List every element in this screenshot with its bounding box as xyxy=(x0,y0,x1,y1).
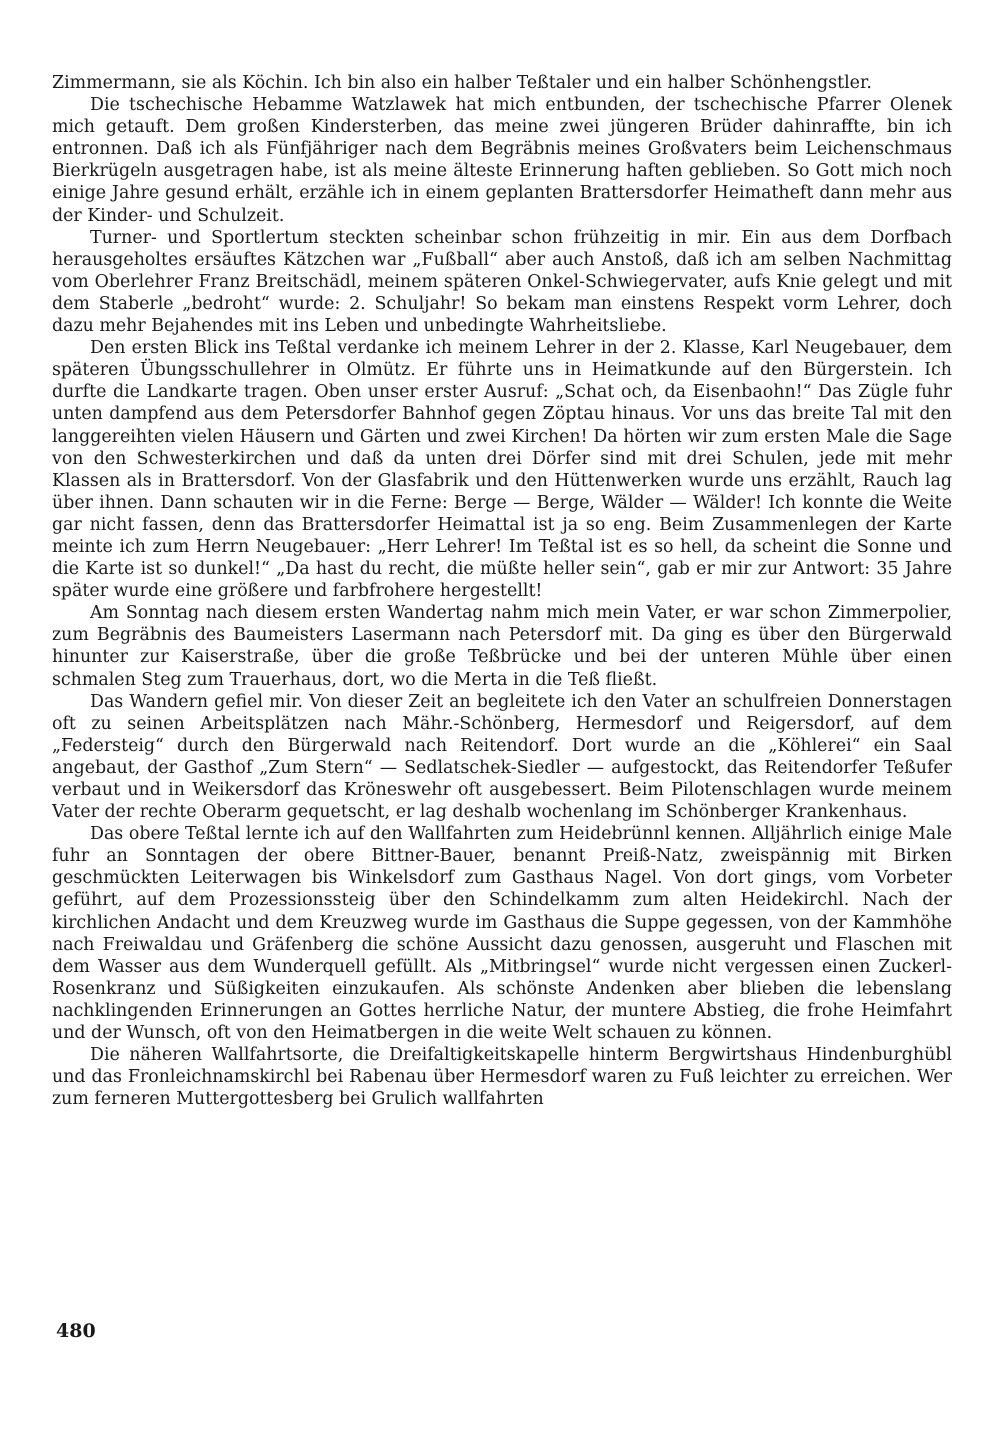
paragraph-7: Das obere Teßtal lernte ich auf den Wallfahrten zum Heidebrünnl kennen. Alljährlich einige Male fuhr an Sonntagen der obere Bittner-Bauer, benannt Preiß-Natz, zweispännig mit Birken geschmückten Leiterwagen bis Winkelsdorf zum Gasthaus Nagel. Von dort gings, vom Vorbeter geführt, auf dem Prozessionssteig über den Schindelkamm zum alten Heidekirchl. Nach der kirchlichen Andacht und dem Kreuzweg wurde im Gasthaus die Suppe gegessen, von der Kammhöhe nach Freiwaldau und Gräfenberg die schöne Aussicht dazu genossen, ausgeruht und Flaschen mit dem Wasser aus dem Wunderquell gefüllt. Als „Mitbringsel“ wurde nicht vergessen einen Zuckerl-Rosenkranz und Süßigkeiten einzukaufen. Als schönste Andenken aber blieben die lebenslang nachklingenden Erinnerungen an Gottes herrliche Natur, der muntere Abstieg, die frohe Heimfahrt und der Wunsch, oft von den Heimatbergen in die weite Welt schauen zu können. xyxy=(52,824,952,1044)
paragraph-3: Turner- und Sportlertum steckten scheinbar schon frühzeitig in mir. Ein aus dem Dorfbach herausgeholtes ersäuftes Kätzchen war „Fußball“ aber auch Anstoß, daß ich am selben Nachmittag vom Oberlehrer Franz Breitschädl, meinem späteren Onkel-Schwiegervater, aufs Knie gelegt und mit dem Staberle „bedroht“ wurde: 2. Schuljahr! So bekam man einstens Respekt vorm Lehrer, doch dazu mehr Bejahendes mit ins Leben und unbedingte Wahrheitsliebe. xyxy=(52,227,952,337)
paragraph-1: Zimmermann, sie als Köchin. Ich bin also ein halber Teßtaler und ein halber Schönhengstler. xyxy=(52,73,872,93)
paragraph-5: Am Sonntag nach diesem ersten Wandertag nahm mich mein Vater, er war schon Zimmerpolier, zum Begräbnis des Baumeisters Lasermann nach Petersdorf mit. Da ging es über den Bürgerwald hinunter zur Kaiserstraße, über die große Teßbrücke und bei der unteren Mühle über einen schmalen Steg zum Trauerhaus, dort, wo die Merta in die Teß fließt. xyxy=(52,603,952,690)
body-text xyxy=(52,72,952,1110)
paragraph-2: Die tschechische Hebamme Watzlawek hat mich entbunden, der tschechische Pfarrer Olenek mich getauft. Dem großen Kindersterben, das meine zwei jüngeren Brüder dahinraffte, bin ich entronnen. Daß ich als Fünfjähriger nach dem Begräbnis meines Großvaters beim Leichenschmaus Bierkrügeln ausgetragen habe, ist als meine älteste Erinnerung haften geblieben. So Gott mich noch einige Jahre gesund erhält, erzähle ich in einem geplanten Brattersdorfer Heimatheft dann mehr aus der Kinder- und Schulzeit. xyxy=(52,95,952,226)
paragraph-4: Den ersten Blick ins Teßtal verdanke ich meinem Lehrer in der 2. Klasse, Karl Neugebauer, dem späteren Übungsschullehrer in Olmütz. Er führte uns in Heimatkunde auf den Bürgerstein. Ich durfte die Landkarte tragen. Oben unser erster Ausruf: „Schat och, da Eisenbaohn!“ Das Zügle fuhr unten dampfend aus dem Petersdorfer Bahnhof gegen Zöptau hinaus. Vor uns das breite Tal mit den langgereihten vielen Häusern und Gärten und zwei Kirchen! Da hörten wir zum ersten Male die Sage von den Schwesterkirchen und daß da unten drei Dörfer sind mit drei Schulen, jede mit mehr Klassen als in Brattersdorf. Von der Glasfabrik und den Hüttenwerken wurde uns erzählt, Rauch lag über ihnen. Dann schauten wir in die Ferne: Berge — Berge, Wälder — Wälder! Ich konnte die Weite gar nicht fassen, denn das Brattersdorfer Heimattal ist ja so eng. Beim Zusammenlegen der Karte meinte ich zum Herrn Neugebauer: „Herr Lehrer! Im Teßtal ist es so hell, da scheint die Sonne und die Karte ist so dunkel!“ „Da hast du recht, die müßte heller sein“, gab er mir zur Antwort: 35 Jahre später wurde eine größere und farbfrohere hergestellt! xyxy=(52,338,952,602)
paragraph-6: Das Wandern gefiel mir. Von dieser Zeit an begleitete ich den Vater an schulfreien Donnerstagen oft zu seinen Arbeitsplätzen nach Mähr.-Schönberg, Hermesdorf und Reigersdorf, auf dem „Federsteig“ durch den Bürgerwald nach Reitendorf. Dort wurde an die „Köhlerei“ ein Saal angebaut, der Gasthof „Zum Stern“ — Sedlatschek-Siedler — aufgestockt, das Reitendorfer Teßufer verbaut und in Weikersdorf das Kröneswehr oft ausgebessert. Beim Pilotenschlagen wurde meinem Vater der rechte Oberarm gequetscht, er lag deshalb wochenlang im Schönberger Krankenhaus. xyxy=(52,691,952,823)
page-number: 480 xyxy=(56,1320,96,1342)
paragraph-8: Die näheren Wallfahrtsorte, die Dreifaltigkeitskapelle hinterm Bergwirtshaus Hindenburghübl und das Fronleichnamskirchl bei Rabenau über Hermesdorf waren zu Fuß leichter zu erreichen. Wer zum ferneren Muttergottesberg bei Grulich wallfahrten xyxy=(52,1045,952,1110)
